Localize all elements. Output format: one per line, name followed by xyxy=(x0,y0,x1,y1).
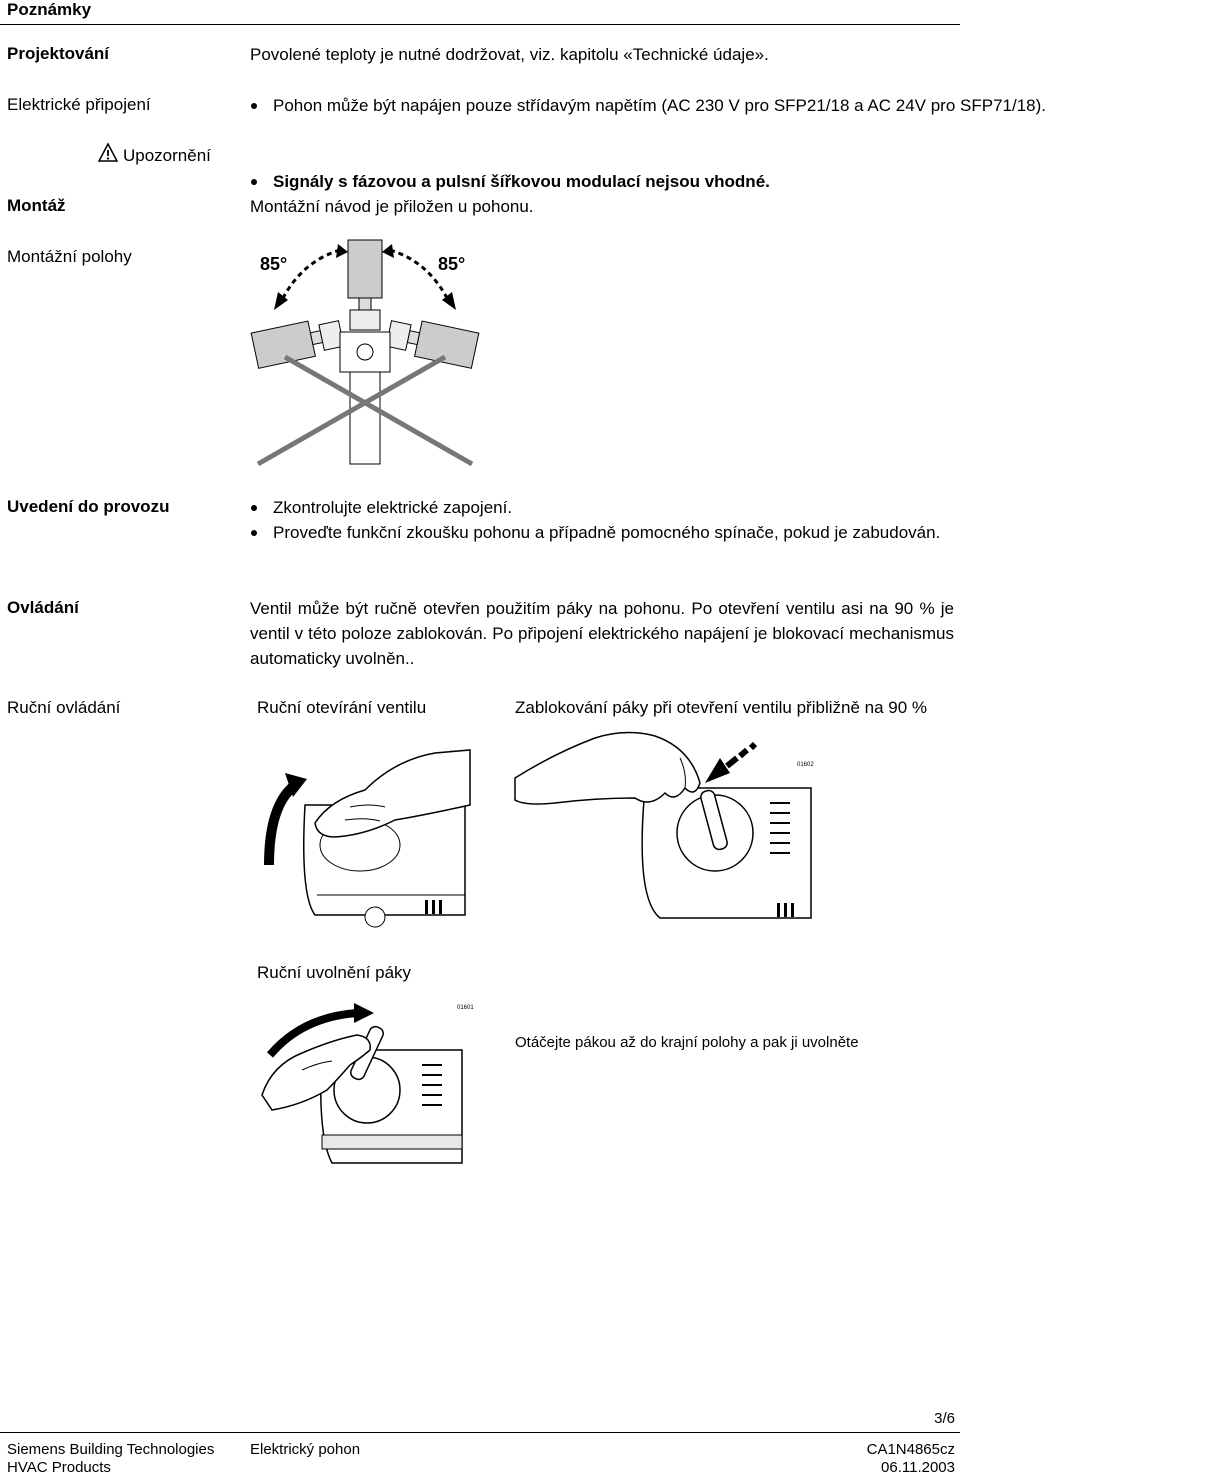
page-title: Poznámky xyxy=(7,0,92,19)
figure-lever-lock xyxy=(515,728,815,925)
projektovani-text: Povolené teploty je nutné dodržovat, viz. kapitolu «Technické údaje». xyxy=(250,45,769,64)
warning-label: Upozornění xyxy=(123,146,211,165)
caption-lever-release: Ruční uvolnění páky xyxy=(257,963,412,982)
uvedeni-bullet-2: Proveďte funkční zkoušku pohonu a případně pomocného spínače, pokud je zabudován. xyxy=(250,520,954,545)
warning-icon xyxy=(98,143,118,163)
figure-id-3: 01601 xyxy=(457,1005,474,1011)
angle-right-label: 85° xyxy=(438,254,466,274)
elektricke-bullet-1: Pohon může být napájen pouze střídavým napětím (AC 230 V pro SFP21/18 a AC 24V pro SFP71/18). xyxy=(250,93,1210,118)
section-label-ovladani: Ovládání xyxy=(7,598,79,617)
section-label-rucni: Ruční ovládání xyxy=(7,698,121,717)
section-label-elektricke: Elektrické připojení xyxy=(7,95,151,114)
uvedeni-bullet-1: Zkontrolujte elektrické zapojení. xyxy=(250,495,954,520)
uvedeni-list xyxy=(250,495,954,545)
figure-lever-release xyxy=(262,995,474,1165)
footer-date: 06.11.2003 xyxy=(881,1459,955,1476)
mounting-positions-diagram xyxy=(240,232,490,472)
figure-id-2: 01602 xyxy=(797,762,814,768)
section-label-montazni-polohy: Montážní polohy xyxy=(7,247,132,266)
section-label-montaz: Montáž xyxy=(7,196,66,215)
footer-product: Elektrický pohon xyxy=(250,1441,361,1458)
montaz-text: Montážní návod je přiložen u pohonu. xyxy=(250,197,534,216)
section-label-projektovani: Projektování xyxy=(7,44,110,63)
elektricke-bullet-2: Signály s fázovou a pulsní šířkovou modulací nejsou vhodné. xyxy=(250,169,1210,194)
angle-left-label: 85° xyxy=(260,254,288,274)
section-label-uvedeni: Uvedení do provozu xyxy=(7,497,170,516)
footer-company: Siemens Building Technologies xyxy=(7,1441,215,1458)
header-rule xyxy=(0,24,960,25)
page-number: 3/6 xyxy=(934,1410,955,1427)
ovladani-text: Ventil může být ručně otevřen použitím páky na pohonu. Po otevření ventilu asi na 90 % je ventil v této poloze zablokován. Po připojení elektrického napájení je blokovací mechanismus automaticky uvolněn.. xyxy=(250,599,954,668)
caption-lever-lock: Zablokování páky při otevření ventilu přibližně na 90 % xyxy=(515,698,928,717)
caption-manual-opening: Ruční otevírání ventilu xyxy=(257,698,427,717)
footer-doc-id: CA1N4865cz xyxy=(866,1441,955,1458)
footer-division: HVAC Products xyxy=(7,1459,111,1476)
figure-manual-opening xyxy=(255,745,475,925)
release-note: Otáčejte pákou až do krajní polohy a pak ji uvolněte xyxy=(515,1034,859,1051)
footer-rule xyxy=(0,1432,960,1433)
